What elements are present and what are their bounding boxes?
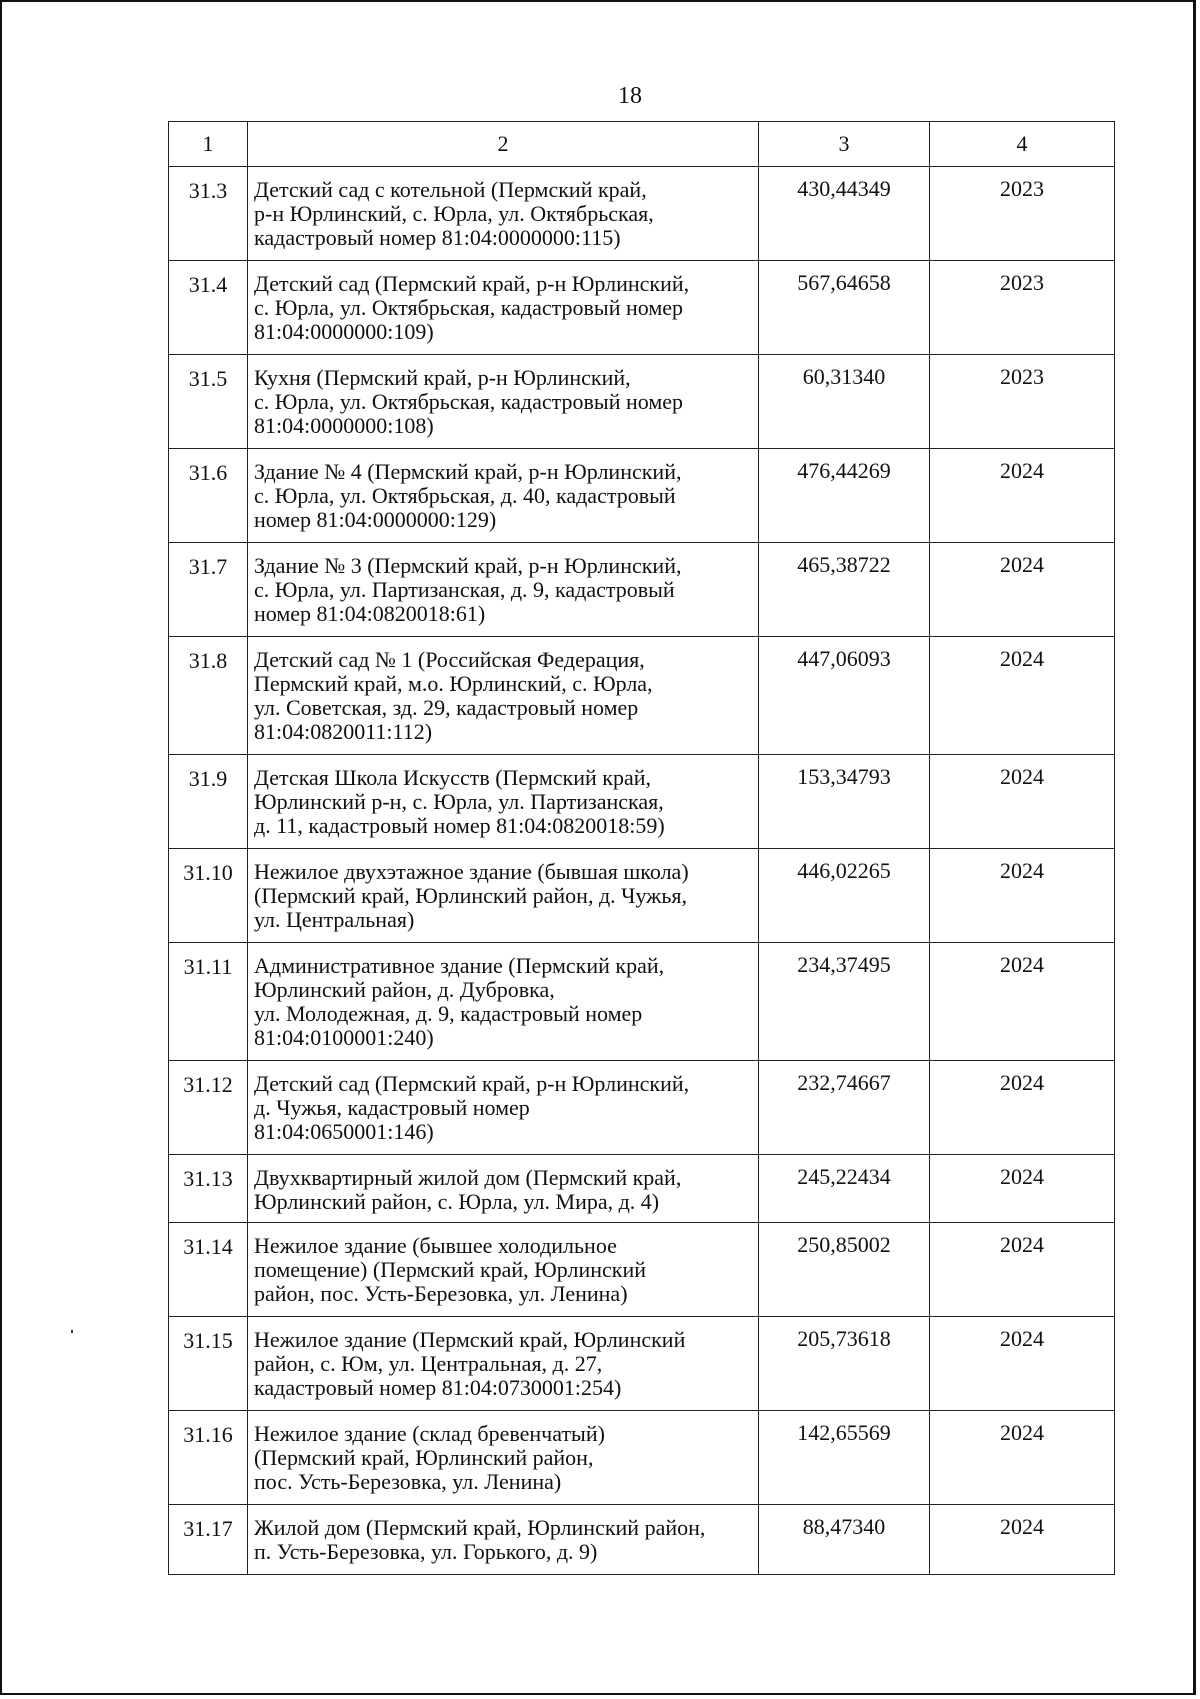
row-number: 31.12 — [169, 1061, 248, 1155]
object-description — [248, 1317, 759, 1411]
row-number: 31.11 — [169, 943, 248, 1061]
year-cell: 2023 — [930, 167, 1115, 261]
row-number: 31.4 — [169, 261, 248, 355]
year-cell: 2023 — [930, 355, 1115, 449]
table-row — [169, 1505, 1115, 1575]
object-description — [248, 1155, 759, 1223]
description-line: Кухня (Пермский край, р-н Юрлинский, — [254, 365, 631, 390]
row-number: 31.5 — [169, 355, 248, 449]
table-row — [169, 1317, 1115, 1411]
table-row — [169, 1155, 1115, 1223]
description-line: 81:04:0000000:108) — [254, 413, 434, 438]
object-description — [248, 167, 759, 261]
row-number: 31.13 — [169, 1155, 248, 1223]
value-cell: 567,64658 — [759, 261, 930, 355]
description-line: Здание № 4 (Пермский край, р-н Юрлинский, — [254, 459, 682, 484]
year-cell: 2024 — [930, 1505, 1115, 1575]
value-cell: 205,73618 — [759, 1317, 930, 1411]
object-description — [248, 849, 759, 943]
table-row — [169, 167, 1115, 261]
table-row — [169, 543, 1115, 637]
year-cell: 2024 — [930, 755, 1115, 849]
header-row — [169, 122, 1115, 167]
row-number: 31.10 — [169, 849, 248, 943]
object-description — [248, 1223, 759, 1317]
description-line: пос. Усть-Березовка, ул. Ленина) — [254, 1469, 562, 1494]
object-description — [248, 1411, 759, 1505]
year-cell: 2024 — [930, 1411, 1115, 1505]
table-row — [169, 849, 1115, 943]
table-row — [169, 1061, 1115, 1155]
table-row — [169, 1223, 1115, 1317]
description-line: д. Чужья, кадастровый номер — [254, 1095, 530, 1120]
column-header-3: 3 — [759, 122, 930, 167]
description-line: 81:04:0650001:146) — [254, 1119, 434, 1144]
description-line: Детская Школа Искусств (Пермский край, — [254, 765, 651, 790]
value-cell: 446,02265 — [759, 849, 930, 943]
property-table — [168, 121, 1115, 1575]
object-description — [248, 943, 759, 1061]
description-line: с. Юрла, ул. Октябрьская, кадастровый номер — [254, 295, 684, 320]
column-header-4: 4 — [930, 122, 1115, 167]
description-line: Юрлинский район, д. Дубровка, — [254, 977, 555, 1002]
description-line: (Пермский край, Юрлинский район, д. Чужья, — [254, 883, 688, 908]
year-cell: 2024 — [930, 543, 1115, 637]
table-row — [169, 261, 1115, 355]
value-cell: 142,65569 — [759, 1411, 930, 1505]
object-description — [248, 543, 759, 637]
object-description — [248, 449, 759, 543]
description-line: 81:04:0820011:112) — [254, 719, 433, 744]
description-line: п. Усть-Березовка, ул. Горького, д. 9) — [254, 1539, 598, 1564]
description-line: 81:04:0000000:109) — [254, 319, 434, 344]
year-cell: 2024 — [930, 1317, 1115, 1411]
description-line: с. Юрла, ул. Октябрьская, кадастровый номер — [254, 389, 684, 414]
table-header — [169, 122, 1115, 167]
row-number: 31.8 — [169, 637, 248, 755]
value-cell: 245,22434 — [759, 1155, 930, 1223]
description-line: с. Юрла, ул. Партизанская, д. 9, кадастровый — [254, 577, 675, 602]
object-description — [248, 637, 759, 755]
description-line: Юрлинский р-н, с. Юрла, ул. Партизанская, — [254, 789, 664, 814]
table-row — [169, 637, 1115, 755]
description-line: Детский сад (Пермский край, р-н Юрлинский, — [254, 1071, 690, 1096]
object-description — [248, 355, 759, 449]
value-cell: 476,44269 — [759, 449, 930, 543]
value-cell: 250,85002 — [759, 1223, 930, 1317]
year-cell: 2024 — [930, 943, 1115, 1061]
column-header-2: 2 — [248, 122, 759, 167]
table-body — [169, 167, 1115, 1575]
value-cell: 447,06093 — [759, 637, 930, 755]
object-description — [248, 755, 759, 849]
year-cell: 2024 — [930, 449, 1115, 543]
row-number: 31.6 — [169, 449, 248, 543]
description-line: ул. Молодежная, д. 9, кадастровый номер — [254, 1001, 643, 1026]
year-cell: 2024 — [930, 849, 1115, 943]
object-description — [248, 1505, 759, 1575]
description-line: 81:04:0100001:240) — [254, 1025, 434, 1050]
value-cell: 232,74667 — [759, 1061, 930, 1155]
description-line: Здание № 3 (Пермский край, р-н Юрлинский, — [254, 553, 682, 578]
description-line: ул. Советская, зд. 29, кадастровый номер — [254, 695, 639, 720]
year-cell: 2024 — [930, 1223, 1115, 1317]
description-line: Нежилое здание (Пермский край, Юрлинский — [254, 1327, 686, 1352]
description-line: Нежилое здание (склад бревенчатый) — [254, 1421, 605, 1446]
table-row — [169, 1411, 1115, 1505]
row-number: 31.15 — [169, 1317, 248, 1411]
description-line: р-н Юрлинский, с. Юрла, ул. Октябрьская, — [254, 201, 654, 226]
description-line: д. 11, кадастровый номер 81:04:0820018:59) — [254, 813, 665, 838]
description-line: Жилой дом (Пермский край, Юрлинский район, — [254, 1515, 706, 1540]
description-line: Административное здание (Пермский край, — [254, 953, 665, 978]
description-line: район, с. Юм, ул. Центральная, д. 27, — [254, 1351, 603, 1376]
description-line: Двухквартирный жилой дом (Пермский край, — [254, 1165, 682, 1190]
year-cell: 2024 — [930, 1155, 1115, 1223]
description-line: Пермский край, м.о. Юрлинский, с. Юрла, — [254, 671, 653, 696]
table-row — [169, 449, 1115, 543]
description-line: кадастровый номер 81:04:0730001:254) — [254, 1375, 622, 1400]
row-number: 31.9 — [169, 755, 248, 849]
description-line: Юрлинский район, с. Юрла, ул. Мира, д. 4) — [254, 1189, 660, 1214]
description-line: Детский сад (Пермский край, р-н Юрлинский, — [254, 271, 690, 296]
table-row — [169, 755, 1115, 849]
page-number: 18 — [618, 83, 642, 109]
row-number: 31.17 — [169, 1505, 248, 1575]
year-cell: 2024 — [930, 1061, 1115, 1155]
column-header-1: 1 — [169, 122, 248, 167]
value-cell: 234,37495 — [759, 943, 930, 1061]
description-line: Нежилое здание (бывшее холодильное — [254, 1233, 617, 1258]
scan-speck — [71, 1330, 73, 1333]
description-line: Нежилое двухэтажное здание (бывшая школа) — [254, 859, 689, 884]
description-line: кадастровый номер 81:04:0000000:115) — [254, 225, 621, 250]
object-description — [248, 1061, 759, 1155]
year-cell: 2023 — [930, 261, 1115, 355]
value-cell: 153,34793 — [759, 755, 930, 849]
description-line: номер 81:04:0000000:129) — [254, 507, 497, 532]
description-line: Детский сад № 1 (Российская Федерация, — [254, 647, 645, 672]
table-row — [169, 943, 1115, 1061]
value-cell: 465,38722 — [759, 543, 930, 637]
value-cell: 60,31340 — [759, 355, 930, 449]
object-description — [248, 261, 759, 355]
description-line: с. Юрла, ул. Октябрьская, д. 40, кадастровый — [254, 483, 676, 508]
table-row — [169, 355, 1115, 449]
row-number: 31.14 — [169, 1223, 248, 1317]
row-number: 31.16 — [169, 1411, 248, 1505]
description-line: (Пермский край, Юрлинский район, — [254, 1445, 594, 1470]
value-cell: 430,44349 — [759, 167, 930, 261]
description-line: район, пос. Усть-Березовка, ул. Ленина) — [254, 1281, 628, 1306]
value-cell: 88,47340 — [759, 1505, 930, 1575]
row-number: 31.7 — [169, 543, 248, 637]
description-line: помещение) (Пермский край, Юрлинский — [254, 1257, 647, 1282]
year-cell: 2024 — [930, 637, 1115, 755]
row-number: 31.3 — [169, 167, 248, 261]
description-line: номер 81:04:0820018:61) — [254, 601, 486, 626]
description-line: ул. Центральная) — [254, 907, 415, 932]
description-line: Детский сад с котельной (Пермский край, — [254, 177, 647, 202]
